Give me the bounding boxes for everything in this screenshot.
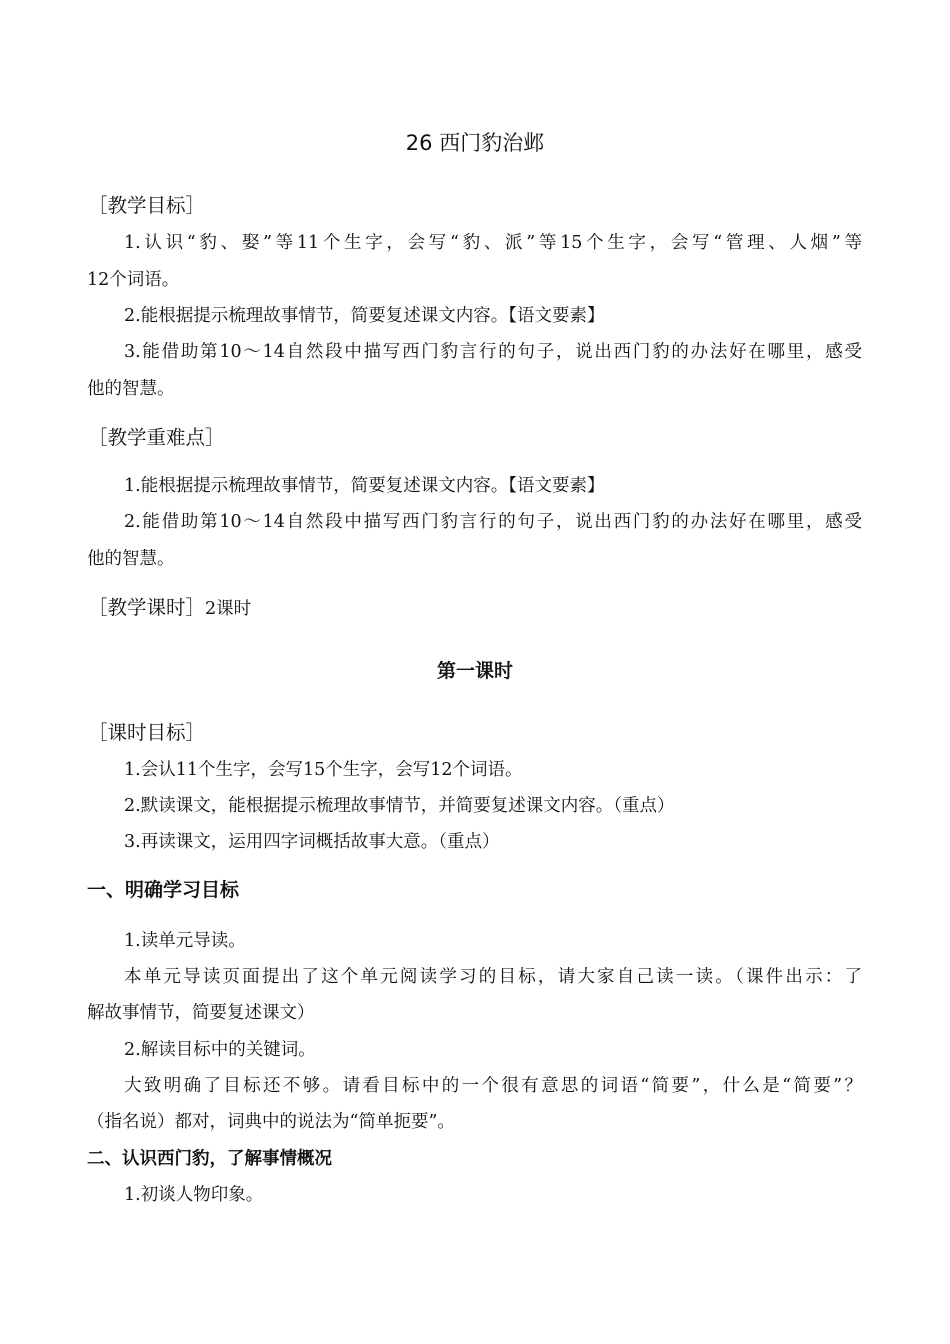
objective-1-line-1: 1.认识“豹、娶”等11个生字，会写“豹、派”等15个生字，会写“管理、人烟”等	[124, 233, 862, 253]
objective-3-line-2: 他的智慧。	[87, 379, 175, 399]
objectives-heading: ［教学目标］	[88, 194, 206, 217]
section1-line-2: 本单元导读页面提出了这个单元阅读学习的目标，请大家自己读一读。（课件出示：了	[124, 967, 862, 987]
key-point-1: 1.能根据提示梳理故事情节，简要复述课文内容。【语文要素】	[124, 476, 605, 496]
section1-heading: 一、明确学习目标	[87, 879, 240, 901]
lesson-goal-1: 1.会认11个生字，会写15个生字，会写12个词语。	[124, 760, 523, 780]
objective-2: 2.能根据提示梳理故事情节，简要复述课文内容。【语文要素】	[124, 306, 605, 326]
lesson-goals-heading: ［课时目标］	[88, 721, 206, 744]
section1-line-6: （指名说）都对，词典中的说法为“简单扼要”。	[87, 1112, 455, 1132]
page-title: 26 西门豹治邺	[405, 131, 545, 155]
key-point-2-line-2: 他的智慧。	[87, 549, 175, 569]
section1-line-5: 大致明确了目标还不够。请看目标中的一个很有意思的词语“简要”，什么是“简要”？	[124, 1076, 862, 1096]
periods-value: 2课时	[205, 599, 252, 619]
key-points-heading: ［教学重难点］	[88, 426, 225, 449]
lesson-goal-3: 3.再读课文，运用四字词概括故事大意。（重点）	[124, 832, 500, 852]
objective-3-line-1: 3.能借助第10～14自然段中描写西门豹言行的句子，说出西门豹的办法好在哪里，感受	[124, 342, 862, 362]
periods-heading	[88, 596, 251, 621]
objective-1-line-2: 12个词语。	[87, 270, 180, 290]
section2-line-1: 1.初谈人物印象。	[124, 1185, 264, 1205]
key-point-2-line-1: 2.能借助第10～14自然段中描写西门豹言行的句子，说出西门豹的办法好在哪里，感受	[124, 512, 862, 532]
section2-heading: 二、认识西门豹，了解事情概况	[87, 1149, 332, 1169]
periods-label: ［教学课时］	[88, 596, 206, 619]
lesson-goal-2: 2.默读课文，能根据提示梳理故事情节，并简要复述课文内容。（重点）	[124, 796, 675, 816]
section1-line-4: 2.解读目标中的关键词。	[124, 1040, 316, 1060]
section1-line-3: 解故事情节，简要复述课文）	[87, 1003, 315, 1023]
section1-line-1: 1.读单元导读。	[124, 931, 246, 951]
lesson1-title: 第一课时	[436, 660, 513, 682]
